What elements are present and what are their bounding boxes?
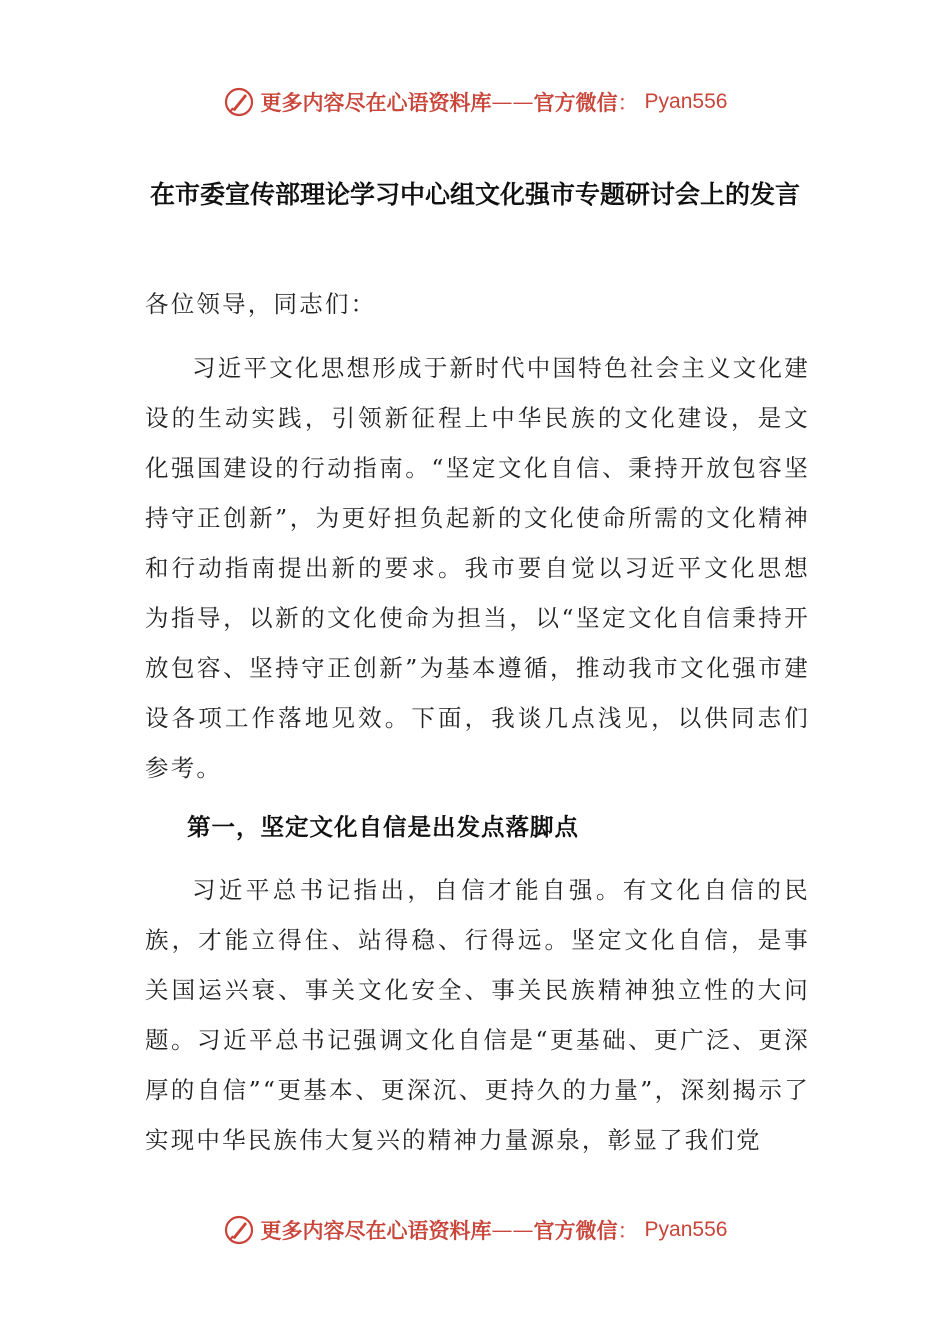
banner-wechat-id: Pyan556 xyxy=(644,90,728,113)
salutation: 各位领导，同志们： xyxy=(145,290,377,318)
banner-main-text: 更多内容尽在心语资料库 xyxy=(260,1218,492,1243)
quill-pen-icon xyxy=(223,1214,255,1246)
banner-dash: —— xyxy=(491,90,534,114)
banner-wechat-id: Pyan556 xyxy=(644,1218,728,1241)
banner-wechat-label: 官方微信 xyxy=(533,1218,618,1243)
banner-wechat-label: 官方微信 xyxy=(533,90,618,115)
banner-separator: ： xyxy=(617,91,639,115)
document-title: 在市委宣传部理论学习中心组文化强市专题研讨会上的发言 xyxy=(149,180,800,209)
banner-main-text: 更多内容尽在心语资料库 xyxy=(260,90,492,115)
banner-separator: ： xyxy=(617,1219,639,1243)
section-paragraph: 习近平总书记指出，自信才能自强。有文化自信的民族，才能立得住、站得稳、行得远。坚定文化自信，是事关国运兴衰、事关文化安全、事关民族精神独立性的大问题。习近平总书记强调文化自信是“更基础、更广泛、更深厚的自信”“更基本、更深沉、更持久的力量”，深刻揭示了实现中华民族伟大复兴的精神力量源泉，彰显了我们党 xyxy=(145,876,810,1154)
footer-banner xyxy=(0,1210,950,1250)
header-banner xyxy=(0,82,950,122)
section-heading: 第一，坚定文化自信是出发点落脚点 xyxy=(187,813,579,841)
banner-dash: —— xyxy=(491,1218,534,1242)
quill-pen-icon xyxy=(223,86,255,118)
intro-paragraph: 习近平文化思想形成于新时代中国特色社会主义文化建设的生动实践，引领新征程上中华民族的文化建设，是文化强国建设的行动指南。“坚定文化自信、秉持开放包容坚持守正创新”，为更好担负起新的文化使命所需的文化精神和行动指南提出新的要求。我市要自觉以习近平文化思想为指导，以新的文化使命为担当，以“坚定文化自信秉持开放包容、坚持守正创新”为基本遵循，推动我市文化强市建设各项工作落地见效。下面，我谈几点浅见，以供同志们参考。 xyxy=(145,354,810,782)
